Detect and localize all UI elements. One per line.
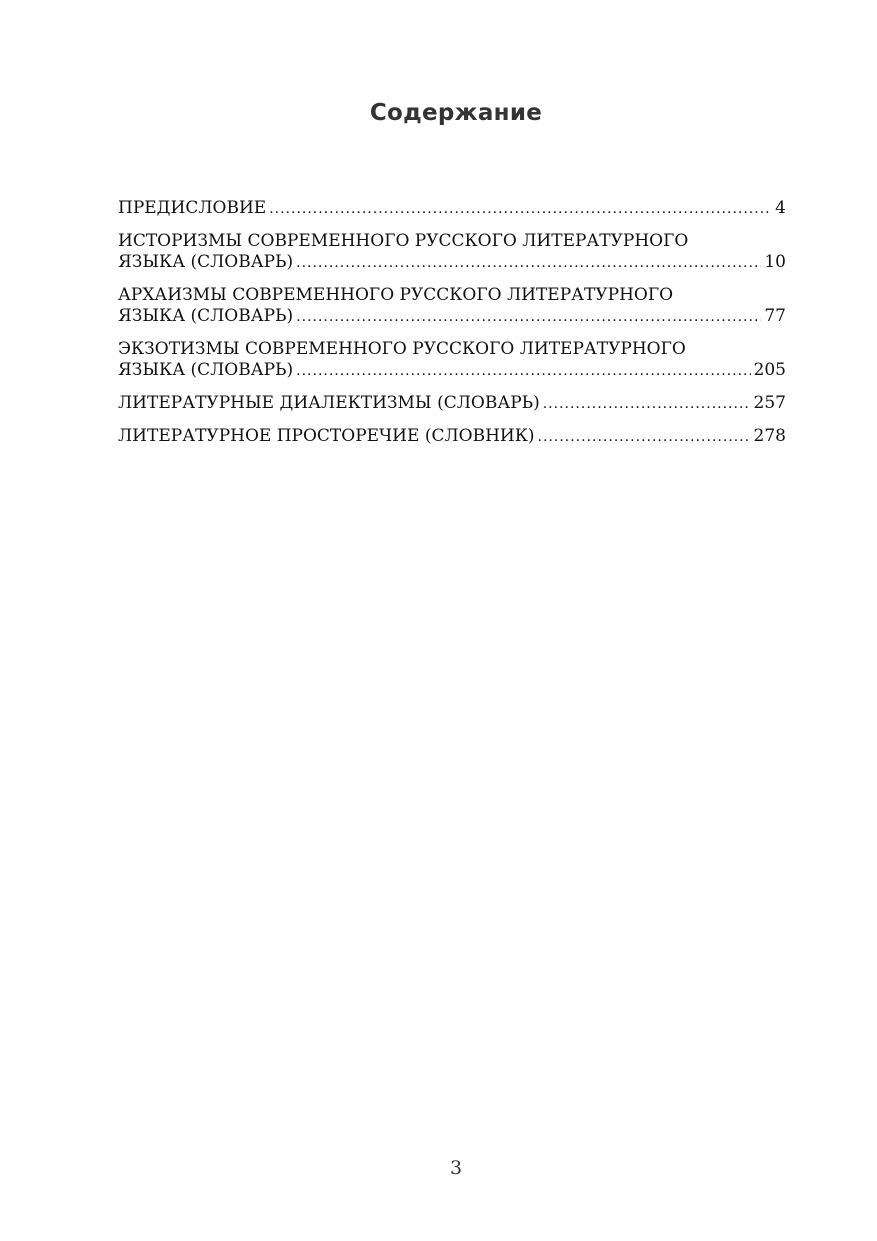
- toc-entry-page: 205: [753, 360, 786, 380]
- toc-entry-title-line1: АРХАИЗМЫ СОВРЕМЕННОГО РУССКОГО ЛИТЕРАТУРНОГО: [118, 285, 674, 305]
- page-title: Содержание: [369, 100, 543, 126]
- toc-entry-archaisms[interactable]: [118, 285, 786, 328]
- toc-entry-preface[interactable]: [118, 198, 786, 220]
- toc-entry-page: 77: [764, 306, 786, 326]
- toc-entry-page: 10: [764, 252, 786, 272]
- toc-entry-line: [118, 426, 786, 448]
- toc-entry-page: 278: [753, 426, 786, 446]
- dot-leader: [296, 253, 761, 274]
- dot-leader: [543, 394, 751, 415]
- toc-entry-historisms[interactable]: [118, 231, 786, 274]
- toc-entry-page: 257: [753, 393, 786, 413]
- dot-leader: [269, 199, 772, 220]
- dot-leader: [296, 361, 750, 382]
- toc-entry-title: ЯЗЫКА (СЛОВАРЬ): [118, 306, 294, 326]
- dot-leader: [296, 307, 761, 328]
- toc-entry-title: ЯЗЫКА (СЛОВАРЬ): [118, 360, 294, 380]
- toc-entry-line: [118, 360, 786, 382]
- toc-entry-page: 4: [775, 198, 786, 218]
- toc-entry-dialectisms[interactable]: [118, 393, 786, 415]
- toc-entry-title: ЛИТЕРАТУРНОЕ ПРОСТОРЕЧИЕ (СЛОВНИК): [118, 426, 535, 446]
- page-number: 3: [449, 1157, 463, 1179]
- dot-leader: [538, 427, 751, 448]
- toc-entry-line: [118, 198, 786, 220]
- toc-entry-title: ЛИТЕРАТУРНЫЕ ДИАЛЕКТИЗМЫ (СЛОВАРЬ): [118, 393, 540, 413]
- toc-entry-line: [118, 306, 786, 328]
- toc-entry-title: ПРЕДИСЛОВИЕ: [118, 198, 267, 218]
- toc-entry-title: ЯЗЫКА (СЛОВАРЬ): [118, 252, 294, 272]
- toc-entry-title-line1: ИСТОРИЗМЫ СОВРЕМЕННОГО РУССКОГО ЛИТЕРАТУРНОГО: [118, 231, 689, 251]
- table-of-contents: [118, 198, 786, 459]
- toc-entry-vernacular[interactable]: [118, 426, 786, 448]
- toc-entry-title-line1: ЭКЗОТИЗМЫ СОВРЕМЕННОГО РУССКОГО ЛИТЕРАТУРНОГО: [118, 339, 686, 359]
- toc-entry-line: [118, 393, 786, 415]
- toc-entry-exotisms[interactable]: [118, 339, 786, 382]
- toc-entry-line: [118, 252, 786, 274]
